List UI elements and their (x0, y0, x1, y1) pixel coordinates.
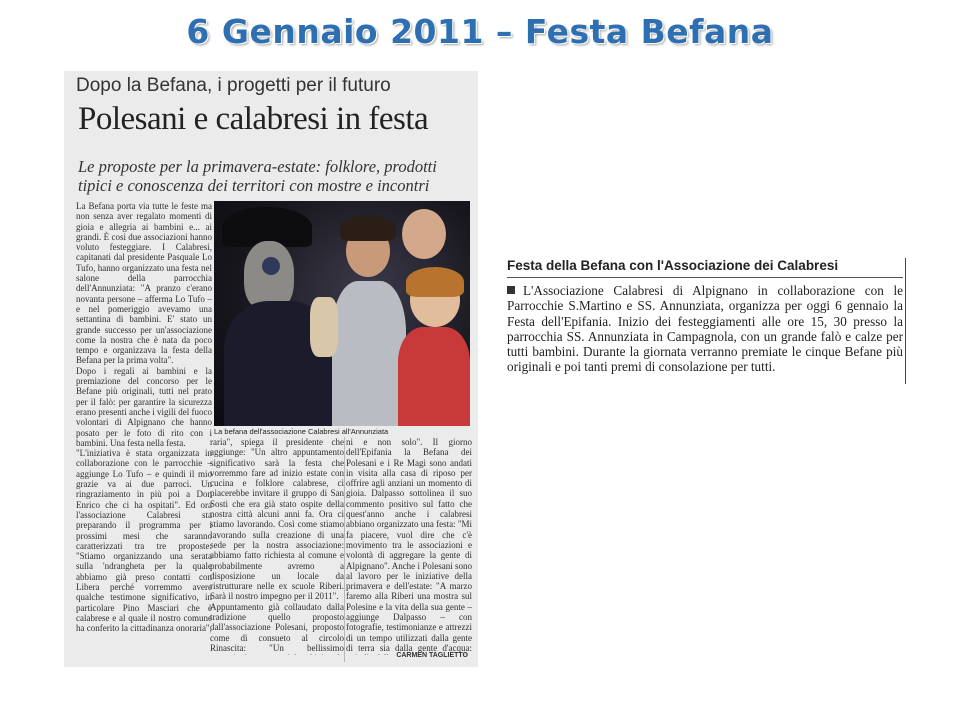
newspaper-clipping (64, 71, 478, 667)
article-headline: Polesani e calabresi in festa (78, 101, 429, 137)
article-column-2: raria", spiega il presidente che aggiunge: "Un altro appuntamento significativo sarà la festa che vorremmo fare ad inizio estate con cucina e folklore calabrese, ci piacerebbe invitare il gruppo di San Sosti che era già stato ospite della nostra città alcuni anni fa. Ora ci stiamo lavorando. Così come stiamo lavorando sulla creazione di una sede per la nostra associazione: abbiamo fatto richiesta al comune e probabilmente avremo a disposizione un locale da ristrutturare nelle ex scuole Riberi. Sarà il nostro impegno per il 2011". Appuntamento già collaudato dalla tradizione quello proposto dall'associazione Polesani, proposto come di consueto al circolo Rinascita: "Un bellissimo (210, 437, 344, 653)
announcement-title: Festa della Befana con l'Associazione dei Calabresi (507, 258, 903, 278)
slide-title: 6 Gennaio 2011 – Festa Befana (186, 12, 774, 51)
column-divider (905, 258, 906, 384)
article-column-1: La Befana porta via tutte le feste ma non senza aver regalato momenti di gioia e allegria ai bambini e... ai grandi. È così due associazioni hanno voluto festeggiare. I Calabresi, capitanati dal presidente Pasquale Lo Tufo, hanno organizzato una festa nel salone della parrocchia dell'Annunziata: "A pranzo c'erano novanta persone – afferma Lo Tufo – e nel pomeriggio avevamo una settantina di bambini. E' stato un grande successo per un'associazione come la nostra che è nata da poco tempo e organizzava la festa della Befana per la prima volta". Dopo i regali ai bambini e la premiazione del concorso per le Befane più originali, tutti nel prato per il falò: per garantire la sicurezza erano presenti anche i vigili del fuoco volontari di Alpignano che hanno posato per le foto di rito con i bambini. Una festa nella festa. "L'iniziativa è stata organizzata in collaborazione con le parrocchie – aggiunge Lo Tufo – e quindi il mio grazie va ai due parroci. Un ringraziamento in più poi a Don Enrico che ci ha ospitati". Ed ora l'associazione Calabresi sta preparando il programma per i prossimi mesi che saranno caratterizzati tra tre proposte: "Stiamo organizzando una serata sulla 'ndrangheta per la quale abbiamo già preso contatti con Libera perché vorremmo avere qualche testimone significativo, in particolare Pino Masciari che è calabrese e al quale il nostro comune ha conferito la cittadinanza onoraria", (76, 201, 212, 634)
photo-caption: La befana dell'associazione Calabresi all'Annunziata (214, 427, 389, 436)
article-subhead: Le proposte per la primavera-estate: folklore, prodotti tipici e conoscenza dei territori con mostre e incontri (78, 157, 437, 195)
announcement-article (507, 258, 903, 384)
column-divider (344, 437, 345, 662)
article-column-3: ni e non solo". Il giorno dell'Epifania la Befana dei Polesani e i Re Magi sono andati in visita alla casa di riposo per offrire agli anziani un momento di gioia. Dalpasso sottolinea il suo commento positivo sul fatto che quest'anno anche i calabresi abbiano organizzato una festa: "Mi fa piacere, vuol dire che c'è movimento tra le associazioni e volontà di aggregare la gente di Alpignano". Anche i Polesani sono al lavoro per le iniziative della primavera e dell'estate: "A marzo faremo alla Riberi una mostra sul Polesine e la vita della sua gente – aggiunge Dalpasso – con fotografie, testimonianze e attrezzi di un tempo utilizzati dalla gente di terra sia dalla gente d'acqua: (346, 437, 472, 653)
befana-photo (214, 201, 470, 426)
announcement-body: L'Associazione Calabresi di Alpignano in collaborazione con le Parrocchie S.Martino e SS. Annunziata, organizza per oggi 6 gennaio la Festa dell'Epifania. Inizio dei festeggiamenti alle ore 15, 30 presso la parrocchia SS. Annunziata in Campagnola, con un grande falò e calze per tutti bambini. Durante la giornata verranno premiate le cinque Befane più originali e poi tanti premi di consolazione per tutti. (507, 283, 903, 375)
author-byline: CARMEN TAGLIETTO (396, 652, 468, 659)
square-bullet-icon (507, 286, 515, 294)
announcement-body-wrap (507, 283, 903, 375)
article-kicker: Dopo la Befana, i progetti per il futuro (76, 75, 391, 96)
